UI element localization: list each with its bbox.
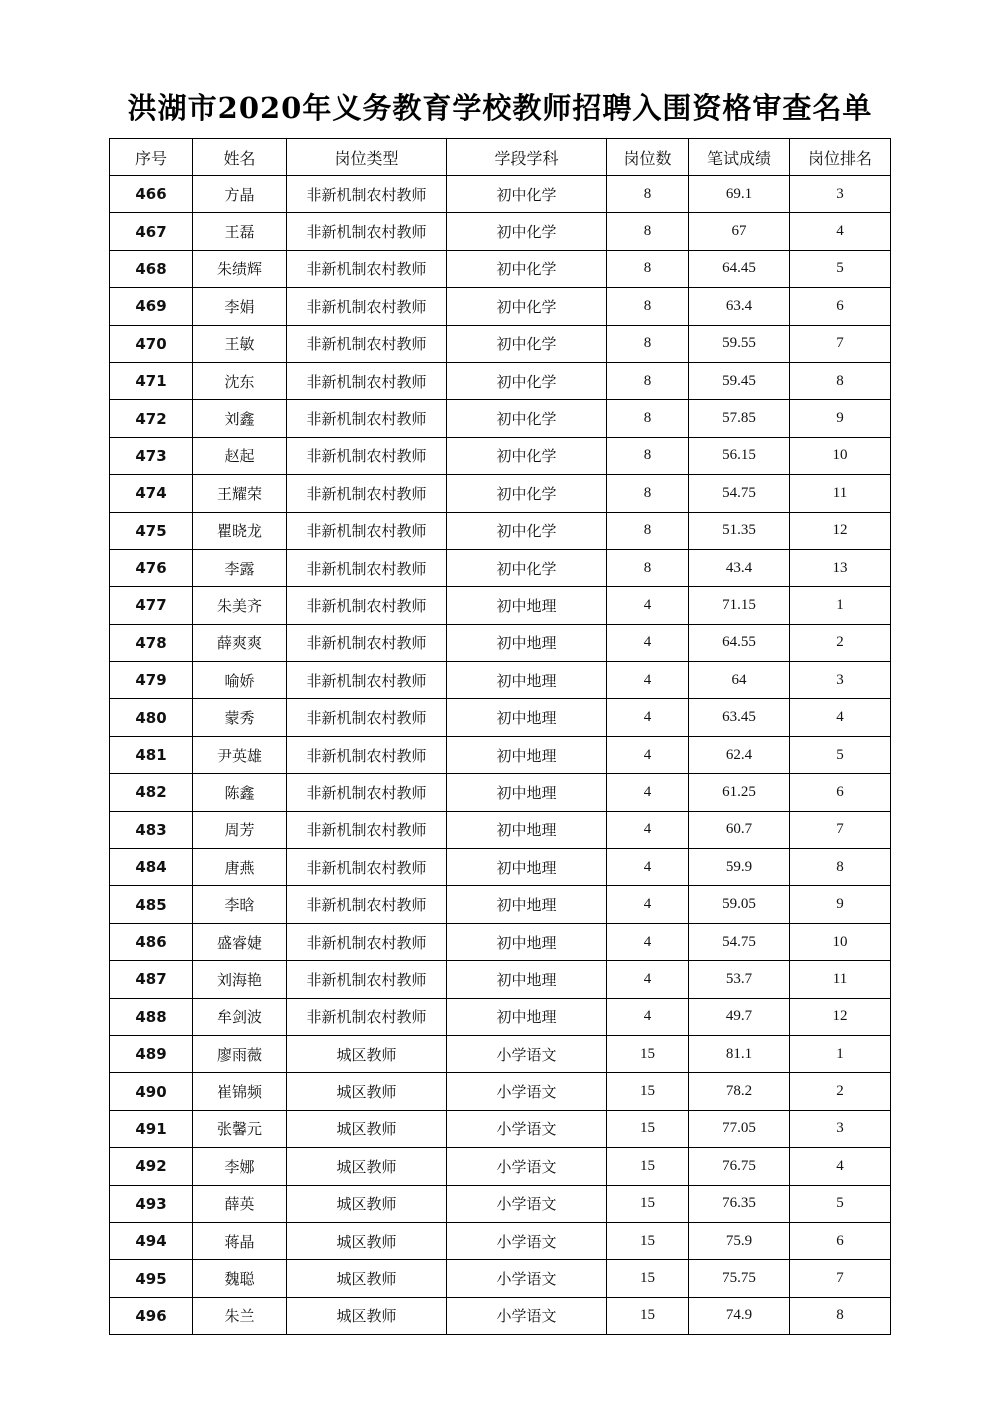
cell-post-type: 非新机制农村教师 [287,362,447,399]
cell-score: 75.75 [689,1260,790,1297]
table-row [110,549,891,586]
cell-subject: 初中化学 [447,325,607,362]
cell-post-type: 非新机制农村教师 [287,288,447,325]
cell-post-count: 8 [607,437,689,474]
cell-score: 49.7 [689,998,790,1035]
cell-name: 沈东 [193,362,287,399]
cell-post-type: 非新机制农村教师 [287,213,447,250]
cell-seq: 468 [110,250,193,287]
cell-post-count: 8 [607,213,689,250]
cell-seq: 474 [110,475,193,512]
cell-subject: 初中地理 [447,624,607,661]
cell-seq: 471 [110,362,193,399]
cell-rank: 7 [790,325,891,362]
cell-post-count: 8 [607,475,689,512]
table-row [110,886,891,923]
cell-name: 瞿晓龙 [193,512,287,549]
table-row [110,811,891,848]
cell-name: 刘海艳 [193,961,287,998]
cell-subject: 初中化学 [447,176,607,213]
cell-rank: 1 [790,587,891,624]
cell-seq: 473 [110,437,193,474]
table-row [110,1222,891,1259]
table-row [110,662,891,699]
table-row [110,250,891,287]
cell-subject: 初中化学 [447,400,607,437]
cell-post-type: 非新机制农村教师 [287,774,447,811]
cell-name: 朱兰 [193,1297,287,1334]
cell-rank: 3 [790,176,891,213]
cell-seq: 483 [110,811,193,848]
column-header-post-type: 岗位类型 [287,139,447,176]
table-row [110,362,891,399]
cell-seq: 466 [110,176,193,213]
cell-seq: 479 [110,662,193,699]
cell-post-count: 4 [607,961,689,998]
cell-subject: 初中地理 [447,998,607,1035]
cell-subject: 初中地理 [447,587,607,624]
cell-post-type: 非新机制农村教师 [287,923,447,960]
table-row [110,849,891,886]
cell-name: 陈鑫 [193,774,287,811]
cell-post-type: 非新机制农村教师 [287,699,447,736]
cell-rank: 2 [790,624,891,661]
cell-subject: 初中化学 [447,512,607,549]
cell-name: 蒋晶 [193,1222,287,1259]
table-row [110,1035,891,1072]
cell-rank: 4 [790,1148,891,1185]
cell-score: 51.35 [689,512,790,549]
cell-seq: 493 [110,1185,193,1222]
cell-rank: 11 [790,961,891,998]
cell-rank: 11 [790,475,891,512]
cell-name: 李娜 [193,1148,287,1185]
cell-name: 薛爽爽 [193,624,287,661]
cell-subject: 初中地理 [447,886,607,923]
table-header-row [110,139,891,176]
cell-post-count: 4 [607,699,689,736]
table-row [110,1185,891,1222]
cell-post-count: 15 [607,1185,689,1222]
cell-post-count: 4 [607,923,689,960]
cell-rank: 7 [790,1260,891,1297]
cell-post-type: 非新机制农村教师 [287,549,447,586]
cell-name: 李晗 [193,886,287,923]
cell-score: 81.1 [689,1035,790,1072]
cell-post-type: 城区教师 [287,1222,447,1259]
cell-post-count: 15 [607,1073,689,1110]
table-row [110,176,891,213]
candidate-table [109,138,891,1335]
cell-score: 71.15 [689,587,790,624]
cell-score: 63.45 [689,699,790,736]
cell-name: 朱绩辉 [193,250,287,287]
cell-seq: 486 [110,923,193,960]
cell-name: 牟剑波 [193,998,287,1035]
cell-score: 69.1 [689,176,790,213]
cell-post-type: 城区教师 [287,1297,447,1334]
cell-subject: 初中化学 [447,549,607,586]
cell-seq: 495 [110,1260,193,1297]
cell-seq: 487 [110,961,193,998]
cell-subject: 小学语文 [447,1073,607,1110]
cell-score: 64 [689,662,790,699]
table-row [110,512,891,549]
cell-score: 56.15 [689,437,790,474]
cell-rank: 8 [790,1297,891,1334]
cell-name: 尹英雄 [193,736,287,773]
column-header-name: 姓名 [193,139,287,176]
cell-seq: 477 [110,587,193,624]
cell-post-type: 城区教师 [287,1110,447,1147]
cell-post-type: 非新机制农村教师 [287,886,447,923]
cell-rank: 9 [790,400,891,437]
cell-post-type: 非新机制农村教师 [287,475,447,512]
cell-post-type: 非新机制农村教师 [287,325,447,362]
table-row [110,961,891,998]
cell-post-count: 4 [607,811,689,848]
cell-seq: 482 [110,774,193,811]
cell-post-type: 非新机制农村教师 [287,961,447,998]
cell-seq: 481 [110,736,193,773]
cell-subject: 小学语文 [447,1222,607,1259]
cell-rank: 6 [790,1222,891,1259]
cell-post-type: 非新机制农村教师 [287,512,447,549]
table-row [110,923,891,960]
cell-post-count: 8 [607,512,689,549]
cell-subject: 初中地理 [447,811,607,848]
cell-name: 王磊 [193,213,287,250]
cell-post-count: 15 [607,1297,689,1334]
cell-post-type: 非新机制农村教师 [287,176,447,213]
cell-rank: 3 [790,1110,891,1147]
cell-name: 刘鑫 [193,400,287,437]
cell-rank: 12 [790,512,891,549]
cell-rank: 1 [790,1035,891,1072]
cell-name: 方晶 [193,176,287,213]
cell-post-type: 非新机制农村教师 [287,662,447,699]
table-row [110,1148,891,1185]
cell-seq: 478 [110,624,193,661]
cell-rank: 10 [790,923,891,960]
cell-name: 魏聪 [193,1260,287,1297]
cell-seq: 475 [110,512,193,549]
cell-post-count: 4 [607,662,689,699]
cell-name: 王敏 [193,325,287,362]
column-header-rank: 岗位排名 [790,139,891,176]
table-row [110,475,891,512]
table-row [110,213,891,250]
cell-name: 盛睿婕 [193,923,287,960]
cell-rank: 5 [790,736,891,773]
cell-post-type: 非新机制农村教师 [287,437,447,474]
cell-score: 60.7 [689,811,790,848]
cell-name: 张馨元 [193,1110,287,1147]
cell-rank: 6 [790,774,891,811]
cell-subject: 初中地理 [447,736,607,773]
cell-post-count: 15 [607,1110,689,1147]
cell-post-type: 非新机制农村教师 [287,849,447,886]
table-row [110,1073,891,1110]
cell-subject: 初中化学 [447,213,607,250]
cell-score: 62.4 [689,736,790,773]
cell-name: 廖雨薇 [193,1035,287,1072]
cell-rank: 8 [790,849,891,886]
cell-score: 43.4 [689,549,790,586]
table-row [110,736,891,773]
cell-post-count: 4 [607,849,689,886]
cell-seq: 470 [110,325,193,362]
table-row [110,587,891,624]
cell-name: 朱美齐 [193,587,287,624]
cell-score: 64.45 [689,250,790,287]
cell-post-type: 非新机制农村教师 [287,400,447,437]
cell-name: 蒙秀 [193,699,287,736]
table-row [110,624,891,661]
cell-subject: 初中化学 [447,475,607,512]
table-row [110,1260,891,1297]
cell-seq: 476 [110,549,193,586]
cell-score: 74.9 [689,1297,790,1334]
cell-seq: 490 [110,1073,193,1110]
cell-subject: 初中化学 [447,362,607,399]
cell-score: 64.55 [689,624,790,661]
cell-subject: 小学语文 [447,1185,607,1222]
cell-post-type: 非新机制农村教师 [287,624,447,661]
cell-post-count: 4 [607,736,689,773]
cell-post-type: 城区教师 [287,1185,447,1222]
cell-score: 59.05 [689,886,790,923]
cell-post-count: 8 [607,325,689,362]
cell-score: 54.75 [689,923,790,960]
cell-score: 59.45 [689,362,790,399]
table-row [110,774,891,811]
cell-post-count: 4 [607,624,689,661]
cell-subject: 初中化学 [447,437,607,474]
cell-rank: 4 [790,699,891,736]
cell-post-type: 城区教师 [287,1073,447,1110]
table-row [110,437,891,474]
cell-subject: 初中地理 [447,662,607,699]
cell-score: 75.9 [689,1222,790,1259]
cell-score: 76.35 [689,1185,790,1222]
cell-post-count: 8 [607,362,689,399]
cell-score: 76.75 [689,1148,790,1185]
cell-subject: 初中化学 [447,288,607,325]
cell-post-count: 4 [607,774,689,811]
cell-post-count: 8 [607,176,689,213]
cell-score: 78.2 [689,1073,790,1110]
cell-score: 57.85 [689,400,790,437]
cell-name: 李露 [193,549,287,586]
cell-seq: 480 [110,699,193,736]
cell-seq: 491 [110,1110,193,1147]
cell-seq: 492 [110,1148,193,1185]
cell-post-type: 非新机制农村教师 [287,587,447,624]
cell-rank: 2 [790,1073,891,1110]
cell-seq: 469 [110,288,193,325]
cell-subject: 小学语文 [447,1260,607,1297]
column-header-score: 笔试成绩 [689,139,790,176]
cell-score: 67 [689,213,790,250]
table-row [110,998,891,1035]
cell-score: 77.05 [689,1110,790,1147]
cell-post-count: 15 [607,1148,689,1185]
cell-post-count: 15 [607,1222,689,1259]
column-header-post-count: 岗位数 [607,139,689,176]
cell-name: 王耀荣 [193,475,287,512]
table-row [110,325,891,362]
cell-post-count: 15 [607,1260,689,1297]
cell-score: 54.75 [689,475,790,512]
cell-rank: 8 [790,362,891,399]
table-row [110,1297,891,1334]
cell-post-type: 非新机制农村教师 [287,811,447,848]
cell-post-count: 4 [607,886,689,923]
cell-subject: 初中地理 [447,849,607,886]
cell-rank: 6 [790,288,891,325]
cell-score: 63.4 [689,288,790,325]
cell-rank: 9 [790,886,891,923]
table-body [110,176,891,1335]
column-header-subject: 学段学科 [447,139,607,176]
table-row [110,699,891,736]
cell-subject: 初中地理 [447,774,607,811]
cell-name: 薛英 [193,1185,287,1222]
cell-post-type: 城区教师 [287,1260,447,1297]
cell-name: 周芳 [193,811,287,848]
cell-rank: 10 [790,437,891,474]
cell-subject: 小学语文 [447,1110,607,1147]
cell-post-type: 非新机制农村教师 [287,736,447,773]
cell-name: 喻娇 [193,662,287,699]
cell-seq: 488 [110,998,193,1035]
cell-post-count: 8 [607,400,689,437]
cell-score: 61.25 [689,774,790,811]
cell-post-count: 8 [607,250,689,287]
cell-score: 59.55 [689,325,790,362]
cell-name: 李娟 [193,288,287,325]
cell-seq: 489 [110,1035,193,1072]
cell-rank: 12 [790,998,891,1035]
cell-post-count: 15 [607,1035,689,1072]
cell-rank: 5 [790,1185,891,1222]
table-row [110,288,891,325]
cell-seq: 485 [110,886,193,923]
cell-post-type: 城区教师 [287,1035,447,1072]
cell-post-count: 4 [607,998,689,1035]
column-header-seq: 序号 [110,139,193,176]
cell-score: 59.9 [689,849,790,886]
cell-name: 赵起 [193,437,287,474]
cell-subject: 初中地理 [447,923,607,960]
cell-seq: 484 [110,849,193,886]
cell-seq: 472 [110,400,193,437]
cell-subject: 小学语文 [447,1148,607,1185]
page-title: 洪湖市2020年义务教育学校教师招聘入围资格审查名单 [127,91,873,125]
cell-post-count: 8 [607,288,689,325]
cell-name: 崔锦频 [193,1073,287,1110]
cell-post-count: 8 [607,549,689,586]
cell-post-type: 城区教师 [287,1148,447,1185]
cell-seq: 494 [110,1222,193,1259]
cell-rank: 7 [790,811,891,848]
table-row [110,400,891,437]
cell-rank: 4 [790,213,891,250]
cell-post-type: 非新机制农村教师 [287,998,447,1035]
cell-post-count: 4 [607,587,689,624]
cell-rank: 13 [790,549,891,586]
cell-seq: 496 [110,1297,193,1334]
cell-rank: 3 [790,662,891,699]
cell-seq: 467 [110,213,193,250]
cell-subject: 小学语文 [447,1035,607,1072]
cell-rank: 5 [790,250,891,287]
cell-post-type: 非新机制农村教师 [287,250,447,287]
cell-subject: 初中地理 [447,699,607,736]
table-row [110,1110,891,1147]
cell-score: 53.7 [689,961,790,998]
cell-subject: 小学语文 [447,1297,607,1334]
cell-name: 唐燕 [193,849,287,886]
cell-subject: 初中地理 [447,961,607,998]
cell-subject: 初中化学 [447,250,607,287]
